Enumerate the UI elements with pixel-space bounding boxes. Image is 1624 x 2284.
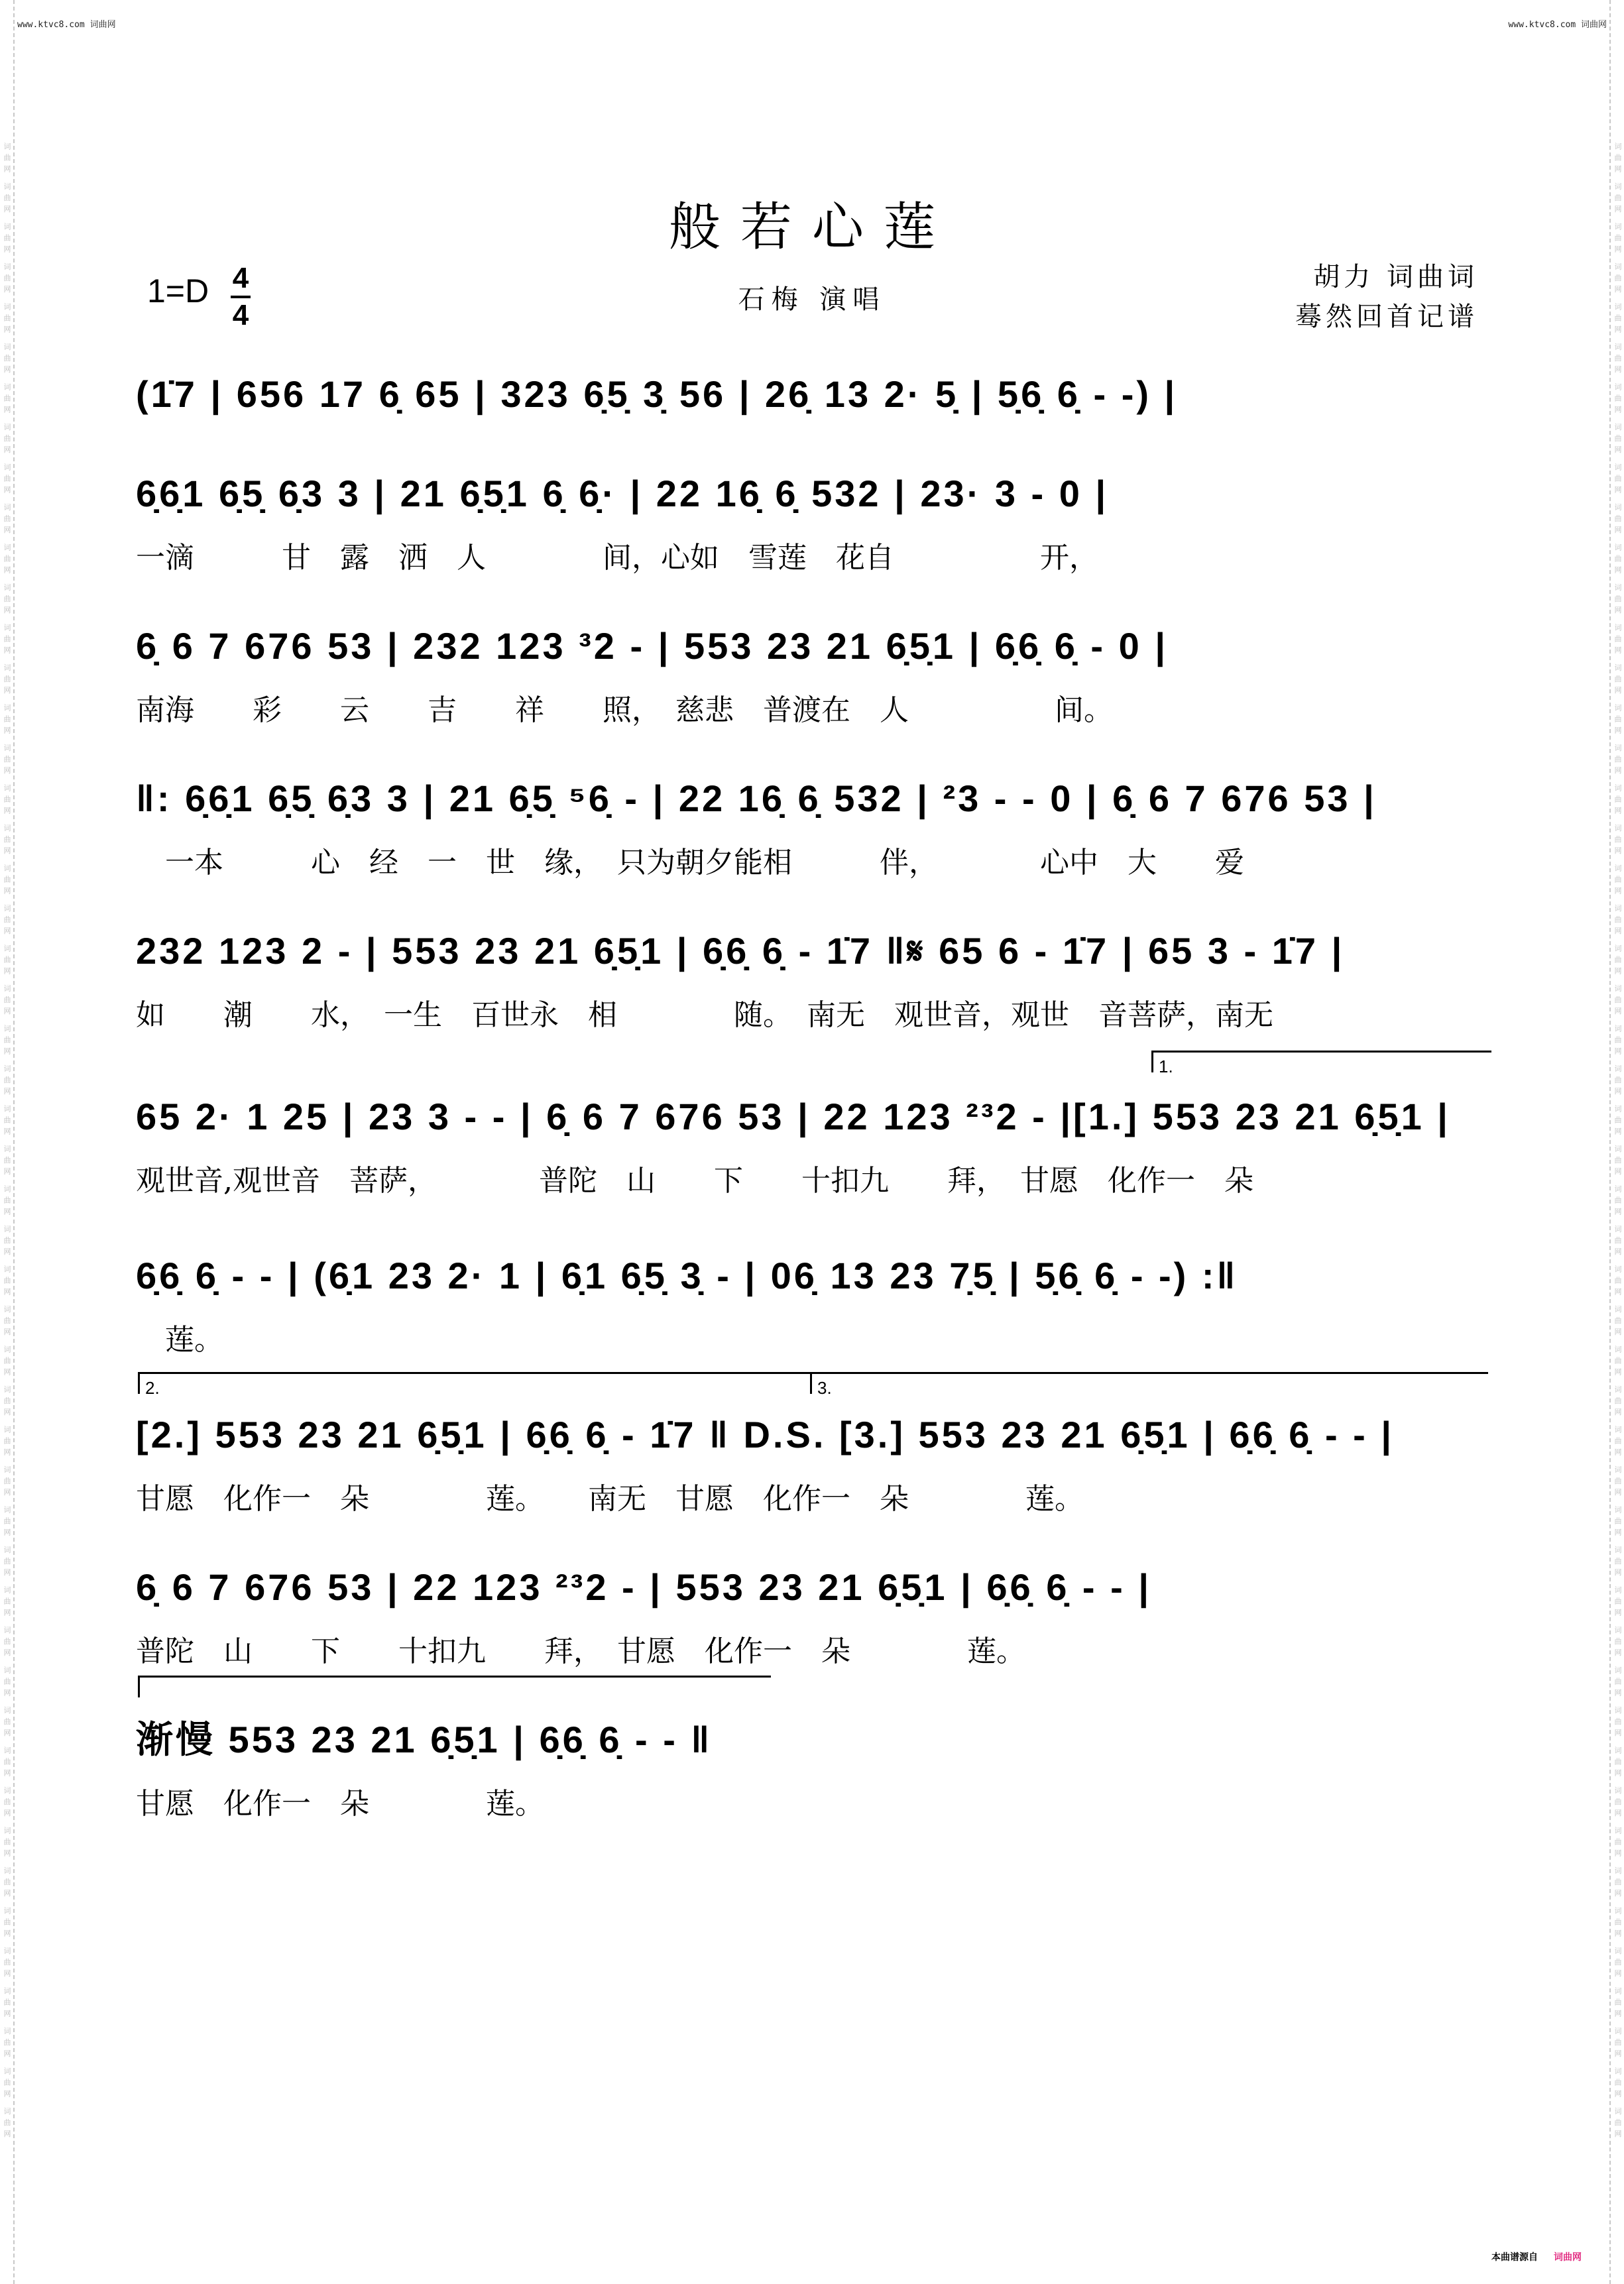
lyrics-line: 如 潮 水， 一生 百世永 相 随。 南无 观世音，观世 音菩萨，南无 <box>136 998 1273 1032</box>
right-margin-watermark: 词曲网 词曲网 词曲网 词曲网 词曲网 词曲网 词曲网 词曲网 词曲网 词曲网 词曲网 词曲网 词曲网 词曲网 词曲网 词曲网 词曲网 词曲网 词曲网 词曲网 词曲网 词曲网 词曲网 词曲网 词曲网 词曲网 词曲网 词曲网 词曲网 词曲网 词曲网 词曲网 词曲网 词曲网 词曲网 词曲网 词曲网 词曲网 词曲网 词曲网 词曲网 词曲网 词曲网 词曲网 词曲网 词曲网 词曲网 词曲网 词曲网 词曲网 <box>1609 0 1624 2284</box>
lyrics-line: 一滴 甘 露 洒 人 间，心如 雪莲 花自 开， <box>136 541 1098 575</box>
footer-source <box>1491 2250 1582 2263</box>
watermark-top-left: www.ktvc8.com 词曲网 <box>17 20 116 30</box>
key-signature: 1=D <box>147 272 209 310</box>
left-margin-watermark: 词曲网 词曲网 词曲网 词曲网 词曲网 词曲网 词曲网 词曲网 词曲网 词曲网 词曲网 词曲网 词曲网 词曲网 词曲网 词曲网 词曲网 词曲网 词曲网 词曲网 词曲网 词曲网 词曲网 词曲网 词曲网 词曲网 词曲网 词曲网 词曲网 词曲网 词曲网 词曲网 词曲网 词曲网 词曲网 词曲网 词曲网 词曲网 词曲网 词曲网 词曲网 词曲网 词曲网 词曲网 词曲网 词曲网 词曲网 词曲网 词曲网 词曲网 <box>0 0 15 2284</box>
volta-bracket <box>138 1676 771 1697</box>
volta-number: 1. <box>1159 1056 1173 1076</box>
credit-transcriber: 蓦然回首记谱 <box>1295 302 1478 332</box>
performer: 石梅 演唱 <box>738 284 886 315</box>
volta-bracket <box>1151 1051 1491 1076</box>
notation-text: 6̣ 6 7 676 53 | 22 123 ²³2 - | 553 23 21 6̣5̣1 | 6̣6̣ 6̣ - - | <box>136 1566 1151 1608</box>
song-title: 般若心莲 <box>668 198 955 257</box>
time-signature-bottom: 4 <box>232 299 249 331</box>
notation-text: 6̣ 6 7 676 53 | 232 123 ³2 - | 553 23 21 6̣5̣1 | 6̣6̣ 6̣ - 0 | <box>136 625 1168 667</box>
volta-bracket <box>810 1372 1488 1398</box>
lyrics-line: 莲。 <box>136 1323 223 1357</box>
notation-text: 232 123 2 - | 553 23 21 6̣5̣1 | 6̣6̣ 6̣ - 1̇7 ‖𝄋 65 6 - 1̇7 | 65 3 - 1̇7 | <box>136 930 1345 972</box>
credit-lyrics-music: 胡力 词曲词 <box>1313 262 1478 292</box>
lyrics-line: 甘愿 化作一 朵 莲。 <box>136 1787 544 1821</box>
volta-number: 2. <box>145 1378 160 1398</box>
credits <box>1295 257 1478 337</box>
time-signature-top: 4 <box>232 262 249 294</box>
volta-number: 3. <box>817 1378 832 1398</box>
notation-text: 6̣6̣ 6̣ - - | (6̣1 23 2· 1 | 6̣1 6̣5̣ 3̣ - | 06̣ 13 23 7̣5̣ | 5̣6̣ 6̣ - -) :‖ <box>136 1255 1238 1296</box>
lyrics-line: 一本 心 经 一 世 缘， 只为朝夕能相 伴， 心中 大 爱 <box>136 846 1244 880</box>
lyrics-line: 观世音,观世音 菩萨， 普陀 山 下 十扣九 拜， 甘愿 化作一 朵 <box>136 1164 1253 1198</box>
notation-text: ‖: 6̣6̣1 6̣5̣ 6̣3 3 | 21 6̣5̣ ⁵6̣ - | 22 16̣ 6̣ 532 | ²3 - - 0 | 6̣ 6 7 676 53 | <box>136 777 1377 819</box>
notation-text: 渐慢 553 23 21 6̣5̣1 | 6̣6̣ 6̣ - - ‖ <box>136 1719 713 1760</box>
footer-brand: 词曲网 <box>1554 2252 1582 2263</box>
lyrics-line: 普陀 山 下 十扣九 拜， 甘愿 化作一 朵 莲。 <box>136 1634 1025 1668</box>
notation-text: 65 2· 1 25 | 23 3 - - | 6̣ 6 7 676 53 | 22 123 ²³2 - |[1.] 553 23 21 6̣5̣1 | <box>136 1096 1450 1137</box>
lyrics-line: 南海 彩 云 吉 祥 照， 慈悲 普渡在 人 间。 <box>136 693 1113 727</box>
watermark-top-right: www.ktvc8.com 词曲网 <box>1508 20 1607 30</box>
footer-text: 本曲谱源自 <box>1491 2252 1538 2263</box>
lyrics-line: 甘愿 化作一 朵 莲。 南无 甘愿 化作一 朵 莲。 <box>136 1482 1084 1516</box>
volta-bracket <box>138 1372 811 1398</box>
notation-text: 6̣6̣1 6̣5̣ 6̣3 3 | 21 6̣5̣1 6̣ 6̣· | 22 16̣ 6̣ 532 | 23· 3 - 0 | <box>136 473 1109 514</box>
notation-text: [2.] 553 23 21 6̣5̣1 | 6̣6̣ 6̣ - 1̇7 ‖ D.S. [3.] 553 23 21 6̣5̣1 | 6̣6̣ 6̣ - - | <box>136 1414 1395 1456</box>
notation-text: (1̇7 | 656 17 6̣ 65 | 323 6̣5̣ 3̣ 56 | 26̣ 13 2· 5̣ | 5̣6̣ 6̣ - -) | <box>136 373 1178 415</box>
